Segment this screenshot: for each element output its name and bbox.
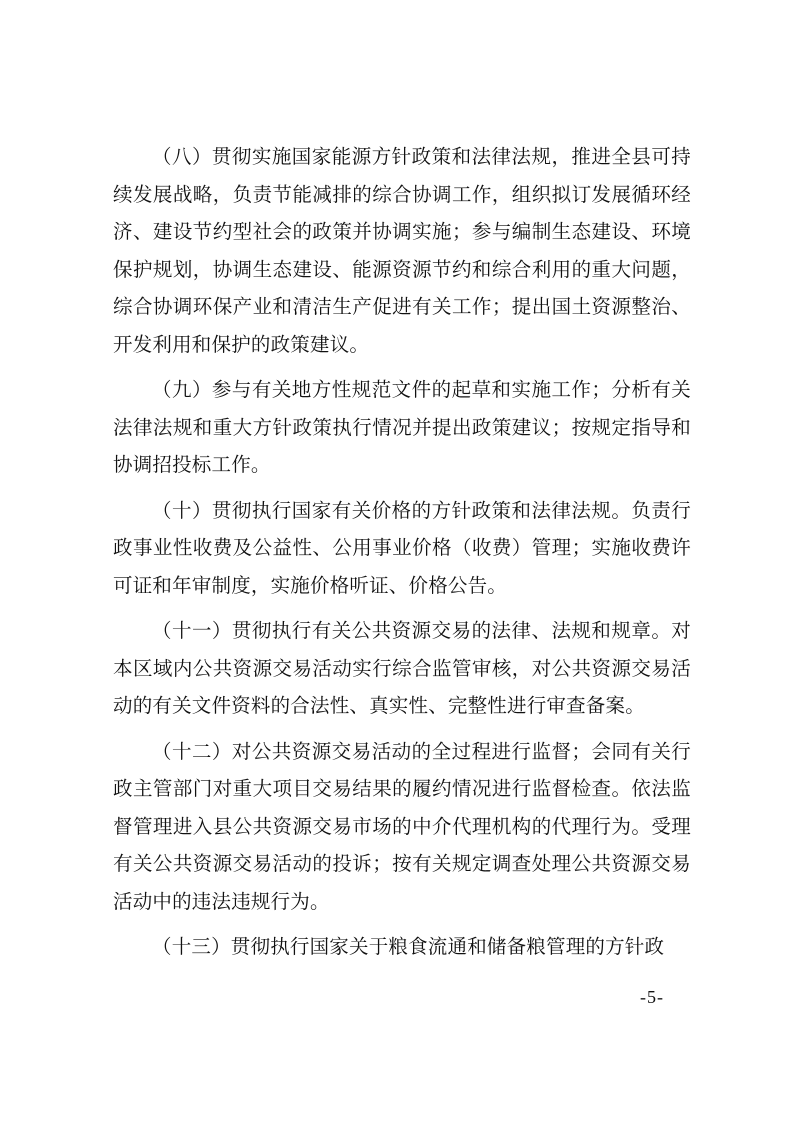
paragraph-10: （十）贯彻执行国家有关价格的方针政策和法律法规。负责行政事业性收费及公益性、公用事业价格（收费）管理；实施收费许可证和年审制度，实施价格听证、价格公告。 bbox=[113, 498, 691, 597]
paragraph-13: （十三）贯彻执行国家关于粮食流通和储备粮管理的方针政 bbox=[152, 935, 665, 958]
paragraph-9: （九）参与有关地方性规范文件的起草和实施工作；分析有关法律法规和重大方针政策执行情况并提出政策建议；按规定指导和协调招投标工作。 bbox=[113, 378, 691, 476]
document-body bbox=[113, 138, 691, 974]
paragraph-11: （十一）贯彻执行有关公共资源交易的法律、法规和规章。对本区域内公共资源交易活动实行综合监管审核，对公共资源交易活动的有关文件资料的合法性、真实性、完整性进行审查备案。 bbox=[113, 619, 691, 717]
paragraph-12: （十二）对公共资源交易活动的全过程进行监督；会同有关行政主管部门对重大项目交易结果的履约情况进行监督检查。依法监督管理进入县公共资源交易市场的中介代理机构的代理行为。受理有关公共资源交易活动的投诉；按有关规定调查处理公共资源交易活动中的违法违规行为。 bbox=[113, 739, 691, 913]
page-number: -5- bbox=[640, 987, 664, 1007]
paragraph-8: （八）贯彻实施国家能源方针政策和法律法规，推进全县可持续发展战略，负责节能减排的综合协调工作，组织拟订发展循环经济、建设节约型社会的政策并协调实施；参与编制生态建设、环境保护规划，协调生态建设、能源资源节约和综合利用的重大问题，综合协调环保产业和清洁生产促进有关工作；提出国土资源整治、开发利用和保护的政策建议。 bbox=[113, 145, 691, 356]
